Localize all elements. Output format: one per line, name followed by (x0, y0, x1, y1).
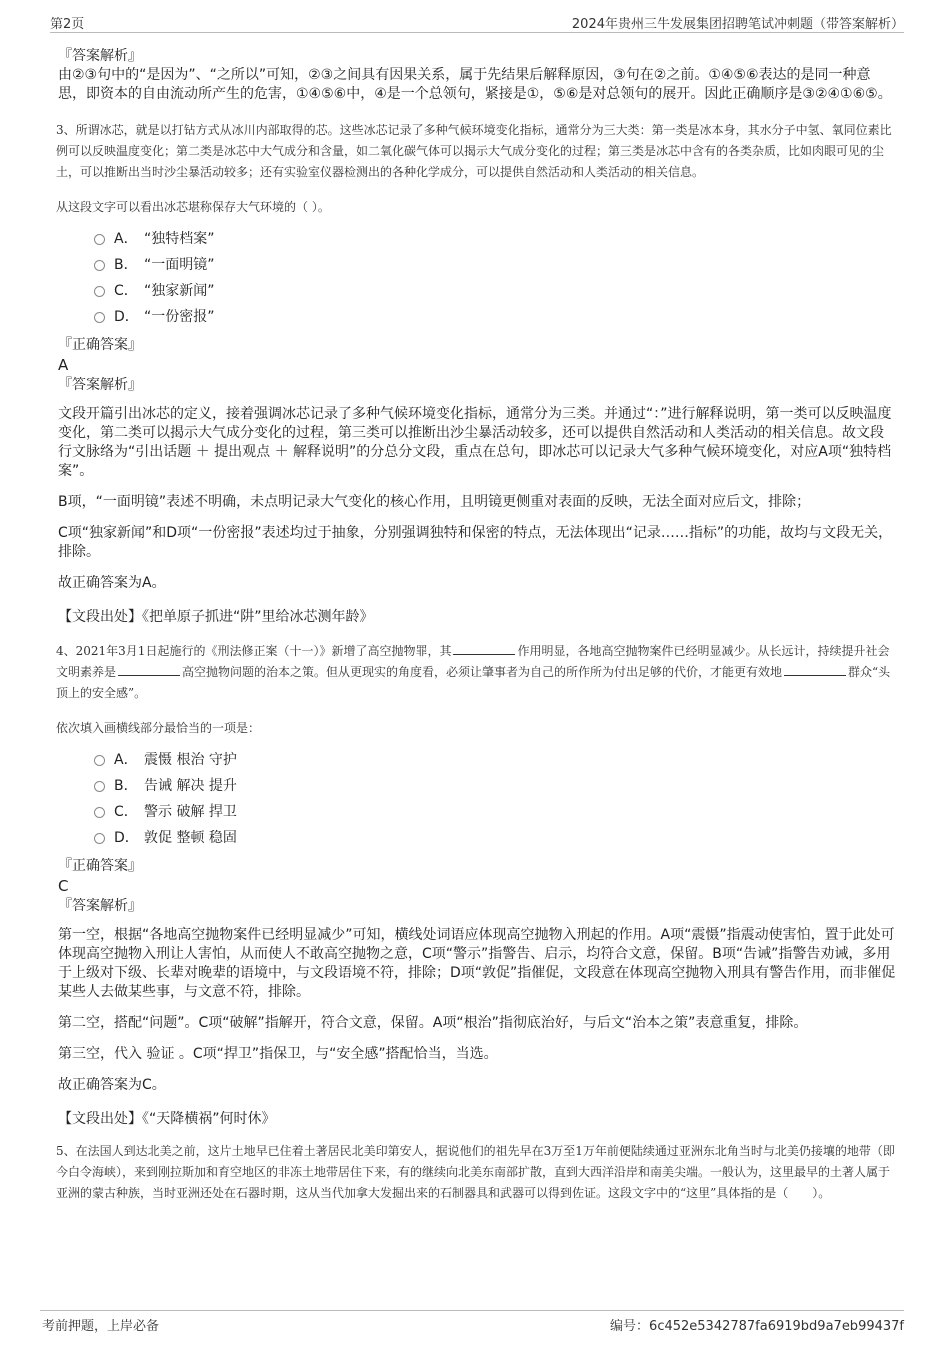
radio-icon[interactable] (94, 833, 105, 844)
q3-option-a[interactable]: A． “独特档案” (94, 225, 896, 251)
q3-option-c[interactable]: C． “独家新闻” (94, 277, 896, 303)
q2-analysis: 由②③句中的“是因为”、“之所以”可知，②③之间具有因果关系，属于先结果后解释原因，③句在②之前。①④⑤⑥表达的是同一种意思，即资本的自由流动所产生的危害，①④⑤⑥中，④是一个总领句，紧接是①，⑤⑥是对总领句的展开。因此正确顺序是③②④①⑥⑤。 (58, 67, 892, 102)
q4-option-c[interactable]: C． 警示 破解 捍卫 (94, 798, 896, 824)
fill-blank-3 (784, 663, 846, 676)
document-id: 编号：6c452e5342787fa6919bd9a7eb99437f (610, 1319, 904, 1334)
q3-stem: 从这段文字可以看出冰芯堪称保存大气环境的（ ）。 (56, 200, 330, 214)
page-number: 第2页 (50, 17, 85, 32)
radio-icon[interactable] (94, 781, 105, 792)
q4-answer: C (58, 877, 69, 895)
page-header (50, 10, 904, 33)
radio-icon[interactable] (94, 234, 105, 245)
q3-analysis-4: 故正确答案为A。 (58, 575, 166, 591)
q4-analysis-3: 第三空，代入 验证 。C项“捍卫”指保卫，与“安全感”搭配恰当，当选。 (58, 1046, 498, 1062)
q3-passage: 3、所谓冰芯，就是以打钻方式从冰川内部取得的芯。这些冰芯记录了多种气候环境变化指标，通常分为三大类：第一类是冰本身，其水分子中氢、氧同位素比例可以反映温度变化；第二类是冰芯中大气成分和含量，如二氧化碳气体可以揭示大气成分变化的过程；第三类是冰芯中含有的各类杂质，比如肉眼可见的尘土，可以推断出当时沙尘暴活动较多；还有实验室仪器检测出的各种化学成分，可以提供自然活动和人类活动的相关信息。 (56, 123, 892, 179)
q4-analysis-4: 故正确答案为C。 (58, 1077, 166, 1093)
page-footer (40, 1310, 904, 1335)
q4-analysis-2: 第二空，搭配“问题”。C项“破解”指解开，符合文意，保留。A项“根治”指彻底治好，与后文“治本之策”表意重复，排除。 (58, 1015, 808, 1031)
q4-option-a[interactable]: A． 震慑 根治 守护 (94, 746, 896, 772)
answer-analysis-label: 『答案解析』 (58, 48, 142, 64)
q3-analysis-1: 文段开篇引出冰芯的定义，接着强调冰芯记录了多种气候环境变化指标，通常分为三类。并通过“：”进行解释说明，第一类可以反映温度变化，第二类可以揭示大气成分变化的过程，第三类可以推断出沙尘暴活动较多，还可以提供自然活动和人类活动的相关信息。故文段行文脉络为“引出话题 ＋ 提出观点 ＋ 解释说明”的分总分文段，重点在总句，即冰芯可以记录大气多种气候环境变化，对应A项“独特档案”。 (58, 406, 892, 479)
document-title: 2024年贵州三牛发展集团招聘笔试冲刺题（带答案解析） (571, 17, 904, 32)
q4-options (94, 746, 896, 850)
q3-source: 【文段出处】《把单原子抓进“阱”里给冰芯测年龄》 (58, 609, 374, 625)
radio-icon[interactable] (94, 260, 105, 271)
q3-option-d[interactable]: D． “一份密报” (94, 303, 896, 329)
radio-icon[interactable] (94, 286, 105, 297)
footer-slogan: 考前押题，上岸必备 (42, 1319, 160, 1334)
q4-analysis-1: 第一空，根据“各地高空抛物案件已经明显减少”可知，横线处词语应体现高空抛物入刑起的作用。A项“震慑”指震动使害怕，置于此处可体现高空抛物入刑让人害怕，从而使人不敢高空抛物之意，C项“警示”指警告、启示，均符合文意，保留。B项“告诫”指警告劝诫，多用于上级对下级、长辈对晚辈的语境中，与文段语境不符，排除；D项“敦促”指催促，文段意在体现高空抛物入刑具有警告作用，而非催促某些人去做某些事，与文意不符，排除。 (58, 927, 896, 1000)
correct-answer-label: 『正确答案』 (58, 337, 142, 353)
answer-analysis-label: 『答案解析』 (58, 377, 142, 393)
q4-option-d[interactable]: D． 敦促 整顿 稳固 (94, 824, 896, 850)
radio-icon[interactable] (94, 755, 105, 766)
radio-icon[interactable] (94, 312, 105, 323)
q5-passage: 5、在法国人到达北美之前，这片土地早已住着土著居民北美印第安人，据说他们的祖先早在3万至1万年前便陆续通过亚洲东北角当时与北美仍接壤的地带（即今白令海峡），来到刚拉斯加和育空地区的非冻土地带居住下来，有的继续向北美东南部扩散，直到大西洋沿岸和南美尖端。一般认为，这里最早的土著人属于亚洲的蒙古种族，当时亚洲还处在石器时期，这从当代加拿大发掘出来的石制器具和武器可以得到佐证。这段文字中的“这里”具体指的是（ ）。 (56, 1144, 895, 1200)
q3-answer: A (58, 356, 69, 374)
q3-options (94, 225, 896, 329)
q4-stem: 依次填入画横线部分最恰当的一项是： (56, 721, 261, 735)
radio-icon[interactable] (94, 807, 105, 818)
q4-passage: 4、2021年3月1日起施行的《刑法修正案（十一）》新增了高空抛物罪，其 作用明显，各地高空抛物案件已经明显减少。从长远计，持续提升社会文明素养是 高空抛物问题的治本之策。但从更现实的角度看，必须让肇事者为自己的所作所为付出足够的代价，才能更有效地 群众“头顶上的安全感”。 (56, 644, 891, 700)
correct-answer-label: 『正确答案』 (58, 858, 142, 874)
q4-source: 【文段出处】《“天降横祸”何时休》 (58, 1111, 276, 1127)
q3-analysis-3: C项“独家新闻”和D项“一份密报”表述均过于抽象，分别强调独特和保密的特点，无法体现出“记录……指标”的功能，故均与文段无关，排除。 (58, 525, 893, 560)
q3-option-b[interactable]: B． “一面明镜” (94, 251, 896, 277)
fill-blank-1 (453, 642, 515, 655)
document-content (56, 46, 896, 1204)
answer-analysis-label: 『答案解析』 (58, 898, 142, 914)
q4-option-b[interactable]: B． 告诫 解决 提升 (94, 772, 896, 798)
fill-blank-2 (118, 663, 180, 676)
q3-analysis-2: B项，“一面明镜”表述不明确，未点明记录大气变化的核心作用，且明镜更侧重对表面的反映，无法全面对应后文，排除； (58, 494, 811, 510)
